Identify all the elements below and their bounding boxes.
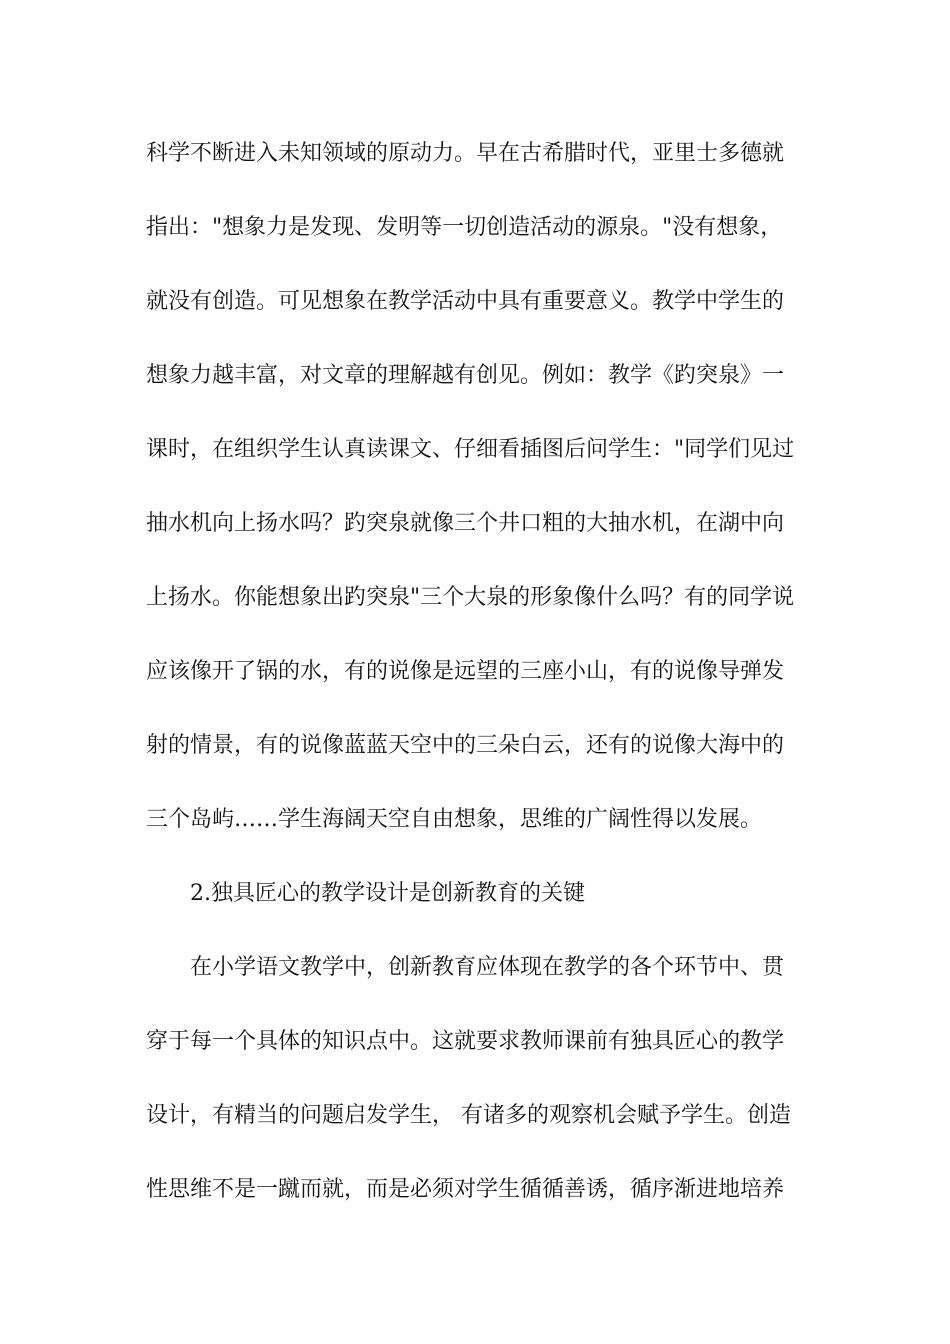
paragraph-line: 应该像开了锅的水，有的说像是远望的三座小山，有的说像导弹发 bbox=[146, 659, 785, 684]
paragraph-line: 设计，有精当的问题启发学生， 有诸多的观察机会赋予学生。创造 bbox=[146, 1103, 791, 1128]
paragraph-line: 性思维不是一蹴而就，而是必须对学生循循善诱，循序渐进地培养 bbox=[146, 1177, 785, 1202]
paragraph-line: 射的情景，有的说像蓝蓝天空中的三朵白云，还有的说像大海中的 bbox=[146, 733, 785, 758]
paragraph-line: 就没有创造。可见想象在教学活动中具有重要意义。教学中学生的 bbox=[146, 289, 785, 314]
paragraph-line: 指出："想象力是发现、发明等一切创造活动的源泉。"没有想象， bbox=[146, 215, 783, 240]
section-heading: 2.独具匠心的教学设计是创新教育的关键 bbox=[190, 881, 585, 906]
paragraph-line: 在小学语文教学中，创新教育应体现在教学的各个环节中、贯 bbox=[190, 955, 785, 980]
paragraph-line: 想象力越丰富，对文章的理解越有创见。例如：教学《趵突泉》一 bbox=[146, 363, 785, 388]
paragraph-line: 穿于每一个具体的知识点中。这就要求教师课前有独具匠心的教学 bbox=[146, 1029, 785, 1054]
paragraph-line: 课时，在组织学生认真读课文、仔细看插图后问学生："同学们见过 bbox=[146, 437, 795, 462]
paragraph-line: 三个岛屿……学生海阔天空自由想象，思维的广阔性得以发展。 bbox=[146, 807, 763, 832]
paragraph-line: 科学不断进入未知领域的原动力。早在古希腊时代，亚里士多德就 bbox=[146, 141, 785, 166]
paragraph-line: 上扬水。你能想象出趵突泉"三个大泉的形象像什么吗？有的同学说 bbox=[146, 585, 795, 610]
paragraph-line: 抽水机向上扬水吗？趵突泉就像三个井口粗的大抽水机，在湖中向 bbox=[146, 511, 785, 536]
